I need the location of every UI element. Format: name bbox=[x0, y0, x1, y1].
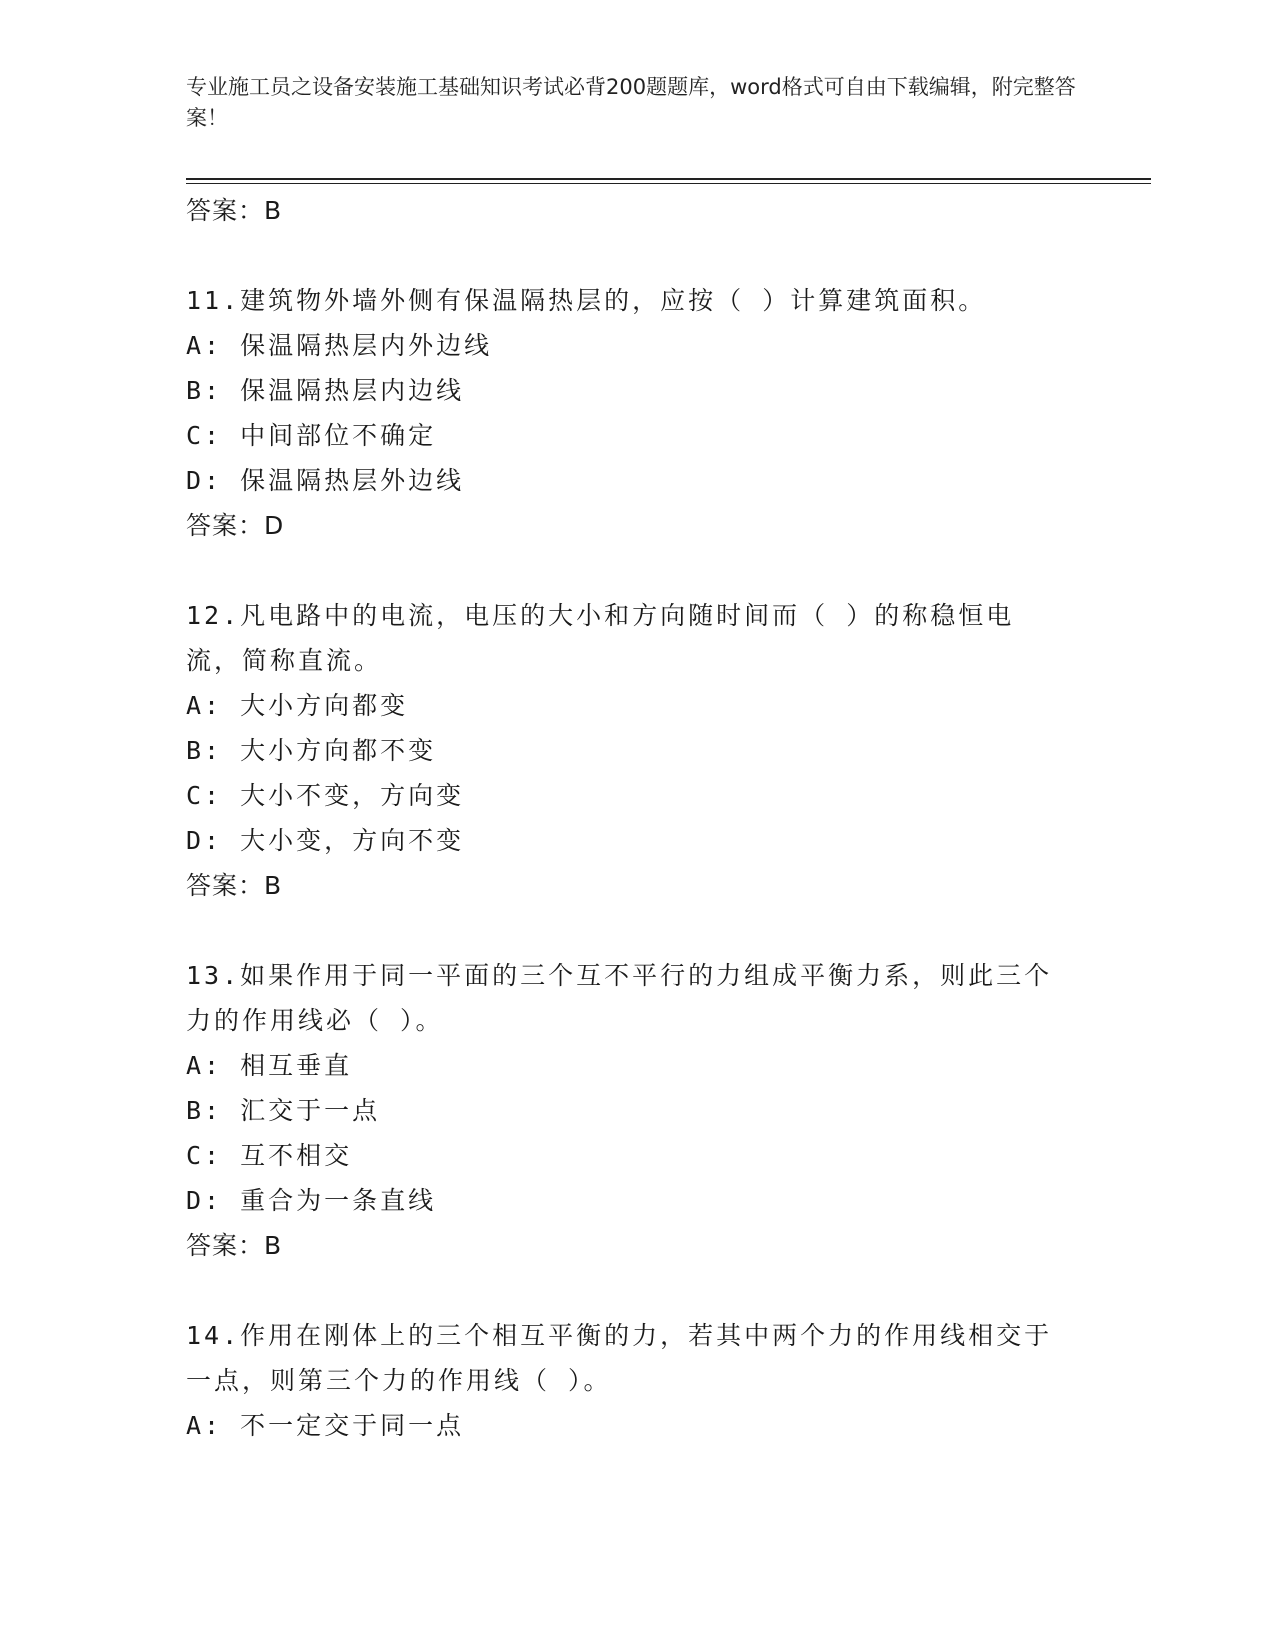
answer-line: 答案：D bbox=[186, 511, 285, 540]
question-text: 13.如果作用于同一平面的三个互不平行的力组成平衡力系，则此三个力的作用线必（ ）。 bbox=[186, 961, 1053, 1035]
option-d: D: 重合为一条直线 bbox=[186, 1186, 437, 1215]
question-list bbox=[186, 188, 1086, 1448]
question-block bbox=[186, 278, 1086, 548]
option-c: C: 互不相交 bbox=[186, 1141, 353, 1170]
question-block bbox=[186, 593, 1086, 908]
option-a: A: 大小方向都变 bbox=[186, 691, 409, 720]
question-text: 14.作用在刚体上的三个相互平衡的力，若其中两个力的作用线相交于一点，则第三个力的作用线（ ）。 bbox=[186, 1321, 1053, 1395]
option-c: C: 中间部位不确定 bbox=[186, 421, 437, 450]
option-c: C: 大小不变，方向变 bbox=[186, 781, 465, 810]
question-text: 11.建筑物外墙外侧有保温隔热层的，应按（ ）计算建筑面积。 bbox=[186, 286, 987, 315]
answer-line: 答案：B bbox=[186, 1231, 283, 1260]
answer-line: 答案：B bbox=[186, 196, 283, 225]
option-a: A: 相互垂直 bbox=[186, 1051, 353, 1080]
option-a: A: 保温隔热层内外边线 bbox=[186, 331, 493, 360]
option-a: A: 不一定交于同一点 bbox=[186, 1411, 465, 1440]
question-text: 12.凡电路中的电流，电压的大小和方向随时间而（ ）的称稳恒电流，简称直流。 bbox=[186, 601, 1015, 675]
option-b: B: 汇交于一点 bbox=[186, 1096, 381, 1125]
question-block bbox=[186, 1313, 1086, 1448]
option-b: B: 大小方向都不变 bbox=[186, 736, 437, 765]
answer-line: 答案：B bbox=[186, 871, 283, 900]
option-d: D: 大小变，方向不变 bbox=[186, 826, 465, 855]
header-divider bbox=[186, 178, 1151, 180]
document-header: 专业施工员之设备安装施工基础知识考试必背200题题库，word格式可自由下载编辑，附完整答案！ bbox=[186, 75, 1076, 130]
option-d: D: 保温隔热层外边线 bbox=[186, 466, 465, 495]
option-b: B: 保温隔热层内边线 bbox=[186, 376, 465, 405]
question-block bbox=[186, 953, 1086, 1268]
header-divider-thin bbox=[186, 183, 1151, 184]
